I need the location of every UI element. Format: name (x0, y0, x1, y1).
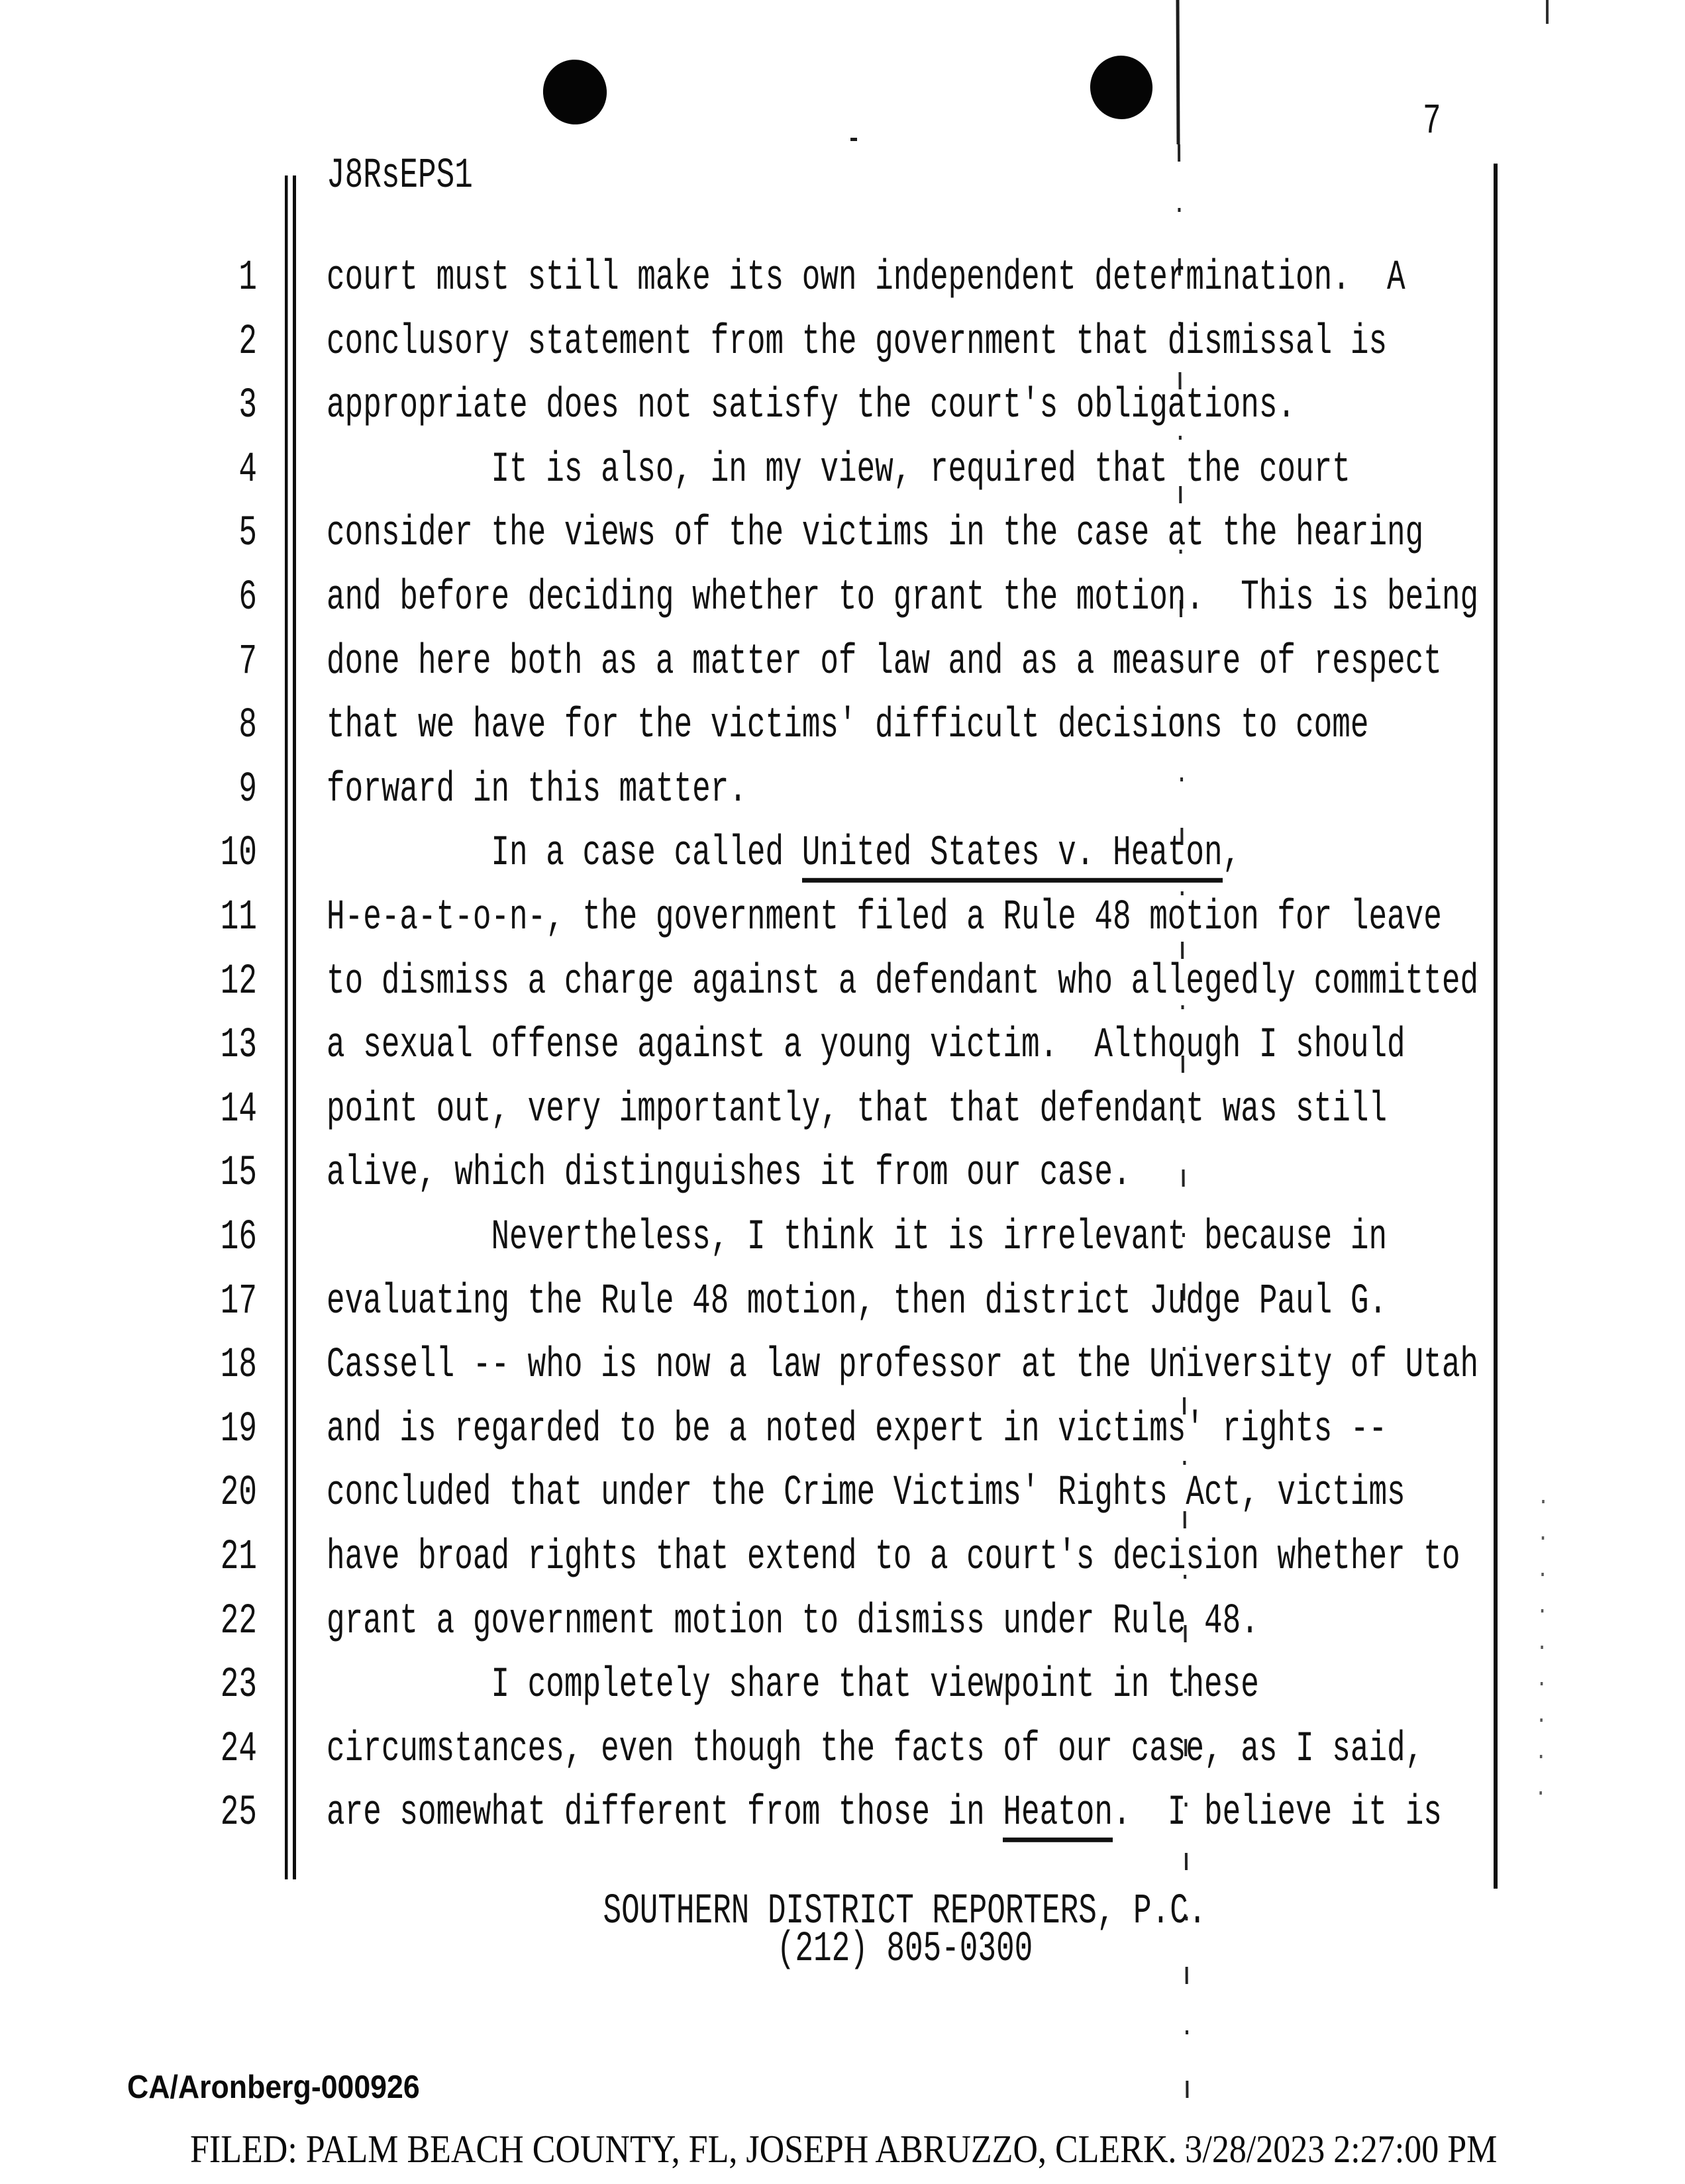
line-number: 23 (220, 1660, 257, 1709)
line-text: grant a government motion to dismiss under Rule 48. (327, 1597, 1259, 1645)
filing-stamp: FILED: PALM BEACH COUNTY, FL, JOSEPH ABRUZZO, CLERK. 3/28/2023 2:27:00 PM (190, 2128, 1498, 2171)
line-number: 22 (220, 1597, 257, 1645)
line-text: H-e-a-t-o-n-, the government filed a Rule 48 motion for leave (327, 893, 1442, 942)
line-text: forward in this matter. (327, 765, 747, 814)
line-number: 4 (238, 445, 257, 494)
transcript-line (0, 1591, 1685, 1651)
transcript-line (0, 1207, 1685, 1267)
line-text: to dismiss a charge against a defendant who allegedly committed (327, 957, 1479, 1005)
line-number: 12 (220, 957, 257, 1005)
line-text: Nevertheless, I think it is irrelevant because in (327, 1213, 1388, 1262)
line-text: that we have for the victims' difficult decisions to come (327, 701, 1369, 750)
transcript-line (0, 1527, 1685, 1587)
line-text: have broad rights that extend to a court's decision whether to (327, 1532, 1460, 1581)
line-text: conclusory statement from the government that dismissal is (327, 317, 1388, 366)
transcript-line (0, 1655, 1685, 1714)
line-number: 20 (220, 1468, 257, 1517)
line-text: done here both as a matter of law and as a measure of respect (327, 637, 1442, 685)
transcript-line (0, 1079, 1685, 1139)
case-citation: United States v. Heaton (802, 829, 1223, 883)
transcript-line (0, 887, 1685, 947)
line-text: appropriate does not satisfy the court's obligations. (327, 381, 1296, 430)
line-text: It is also, in my view, required that the court (327, 445, 1351, 494)
line-text: a sexual offense against a young victim. Although I should (327, 1020, 1405, 1069)
page-number: 7 (1423, 97, 1441, 146)
line-text: concluded that under the Crime Victims' Rights Act, victims (327, 1468, 1405, 1517)
line-text: and is regarded to be a noted expert in victims' rights -- (327, 1405, 1388, 1454)
line-text: consider the views of the victims in the case at the hearing (327, 509, 1424, 558)
line-number: 24 (220, 1724, 257, 1773)
transcript-line (0, 375, 1685, 435)
line-number: 11 (220, 893, 257, 942)
line-text: alive, which distinguishes it from our case. (327, 1148, 1131, 1197)
line-number: 18 (220, 1340, 257, 1389)
line-number: 3 (238, 381, 257, 430)
line-text: circumstances, even though the facts of our case, as I said, (327, 1724, 1424, 1773)
line-number: 14 (220, 1085, 257, 1134)
transcript-line (0, 1015, 1685, 1075)
line-number: 1 (238, 253, 257, 302)
line-text: court must still make its own independent determination. A (327, 253, 1405, 302)
line-number: 15 (220, 1148, 257, 1197)
line-number: 7 (238, 637, 257, 685)
line-number: 10 (220, 828, 257, 877)
transcript-line (0, 1335, 1685, 1395)
line-number: 8 (238, 701, 257, 750)
transcript-line (0, 1464, 1685, 1523)
transcript-line (0, 695, 1685, 755)
line-text: In a case called United States v. Heaton, (327, 824, 1241, 883)
line-text: are somewhat different from those in Heaton. I believe it is (327, 1783, 1442, 1843)
line-number: 16 (220, 1213, 257, 1262)
line-text: evaluating the Rule 48 motion, then district Judge Paul G. (327, 1277, 1388, 1325)
scan-artifact-dash (1546, 0, 1549, 24)
reporter-phone: (212) 805-0300 (776, 1924, 1033, 1973)
line-number: 21 (220, 1532, 257, 1581)
line-text: and before deciding whether to grant the motion. This is being (327, 573, 1479, 622)
transcript-line (0, 504, 1685, 564)
line-number: 19 (220, 1405, 257, 1454)
transcript-line (0, 1783, 1685, 1843)
line-number: 6 (238, 573, 257, 622)
transcript-line (0, 1399, 1685, 1459)
line-number: 5 (238, 509, 257, 558)
transcript-line (0, 1144, 1685, 1203)
transcript-line (0, 760, 1685, 819)
transcript-line (0, 952, 1685, 1011)
transcript-line (0, 440, 1685, 499)
line-number: 9 (238, 765, 257, 814)
line-number: 13 (220, 1020, 257, 1069)
transcript-line (0, 248, 1685, 307)
reporter-name: SOUTHERN DISTRICT REPORTERS, P.C. (603, 1887, 1207, 1936)
transcript-line (0, 312, 1685, 372)
transcript-line (0, 1719, 1685, 1779)
bates-number: CA/Aronberg-000926 (127, 2067, 420, 2105)
transcript-line (0, 1271, 1685, 1331)
transcript-line (0, 824, 1685, 883)
line-text: point out, very importantly, that that defendant was still (327, 1085, 1388, 1134)
transcript-line (0, 632, 1685, 691)
line-text: I completely share that viewpoint in these (327, 1660, 1259, 1709)
scan-speckle (850, 138, 857, 141)
line-text: Cassell -- who is now a law professor at the University of Utah (327, 1340, 1479, 1389)
line-number: 25 (220, 1788, 257, 1837)
line-number: 17 (220, 1277, 257, 1325)
docket-code: J8RsEPS1 (327, 151, 473, 200)
case-citation: Heaton (1003, 1789, 1113, 1842)
line-number: 2 (238, 317, 257, 366)
transcript-line (0, 568, 1685, 627)
